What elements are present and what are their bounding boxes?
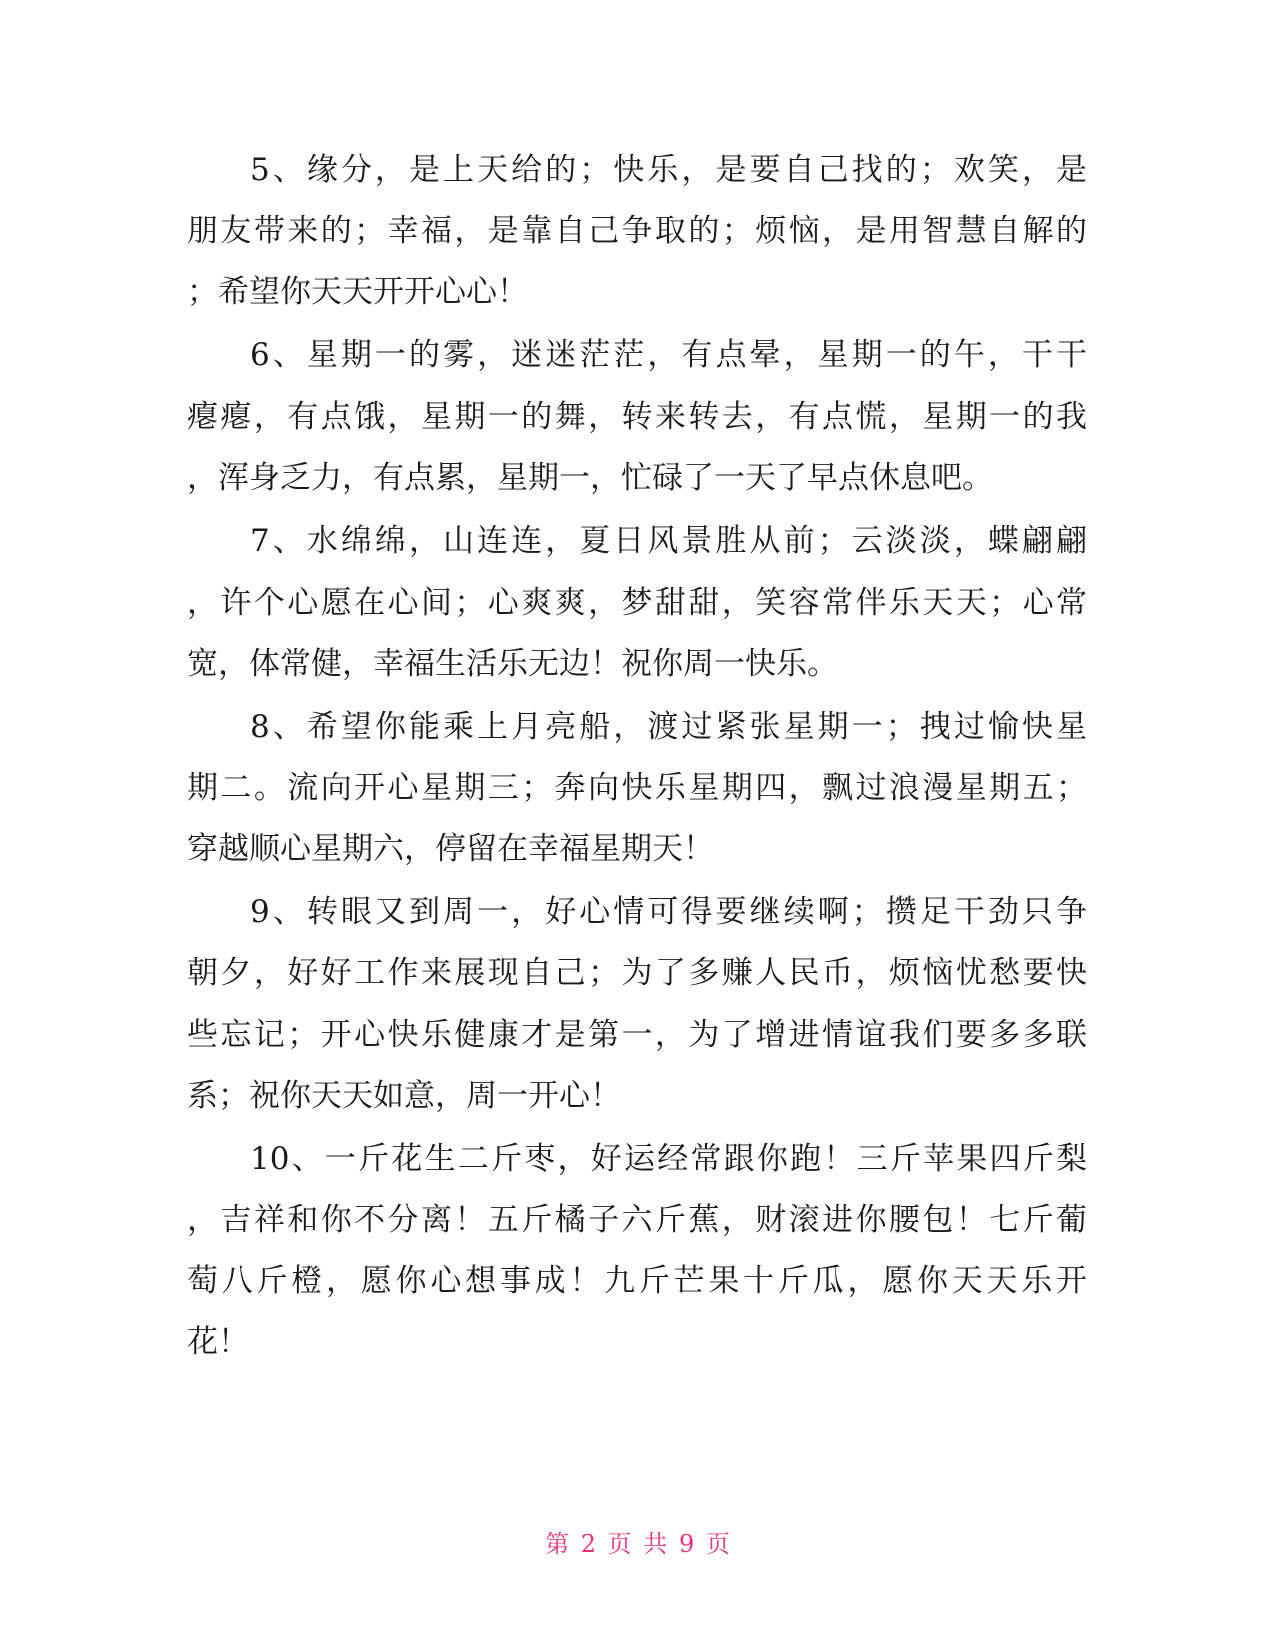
text-line: ，吉祥和你不分离！五斤橘子六斤蕉，财滚进你腰包！七斤葡 xyxy=(187,1202,1087,1238)
text-line: 穿越顺心星期六，停留在幸福星期天！ xyxy=(187,831,714,867)
text-line: 瘪瘪，有点饿，星期一的舞，转来转去，有点慌，星期一的我 xyxy=(187,399,1087,435)
text-line: 宽，体常健，幸福生活乐无边！祝你周一快乐。 xyxy=(187,646,838,682)
text-line: 些忘记；开心快乐健康才是第一，为了增进情谊我们要多多联 xyxy=(187,1017,1087,1053)
text-line: 朝夕，好好工作来展现自己；为了多赚人民币，烦恼忧愁要快 xyxy=(187,955,1087,991)
text-line: 5、缘分，是上天给的；快乐，是要自己找的；欢笑，是 xyxy=(250,152,1087,188)
text-line: 系；祝你天天如意，周一开心！ xyxy=(187,1078,621,1114)
text-line: 6、星期一的雾，迷迷茫茫，有点晕，星期一的午，干干 xyxy=(250,337,1087,373)
page-number-footer: 第 2 页 共 9 页 xyxy=(545,1530,730,1558)
text-line: ，浑身乏力，有点累，星期一，忙碌了一天了早点休息吧。 xyxy=(187,460,993,496)
text-line: 期二。流向开心星期三；奔向快乐星期四，飘过浪漫星期五； xyxy=(187,770,1087,806)
text-line: ，许个心愿在心间；心爽爽，梦甜甜，笑容常伴乐天天；心常 xyxy=(187,585,1087,621)
text-line: ；希望你天天开开心心！ xyxy=(187,274,528,310)
text-line: 萄八斤橙，愿你心想事成！九斤芒果十斤瓜，愿你天天乐开 xyxy=(187,1263,1087,1299)
text-line: 7、水绵绵，山连连，夏日风景胜从前；云淡淡，蝶翩翩 xyxy=(250,523,1087,559)
text-line: 10、一斤花生二斤枣，好运经常跟你跑！三斤苹果四斤梨 xyxy=(250,1141,1087,1177)
text-line: 9、转眼又到周一，好心情可得要继续啊；攒足干劲只争 xyxy=(250,894,1087,930)
text-line: 8、希望你能乘上月亮船，渡过紧张星期一；拽过愉快星 xyxy=(250,709,1087,745)
text-line: 花！ xyxy=(187,1324,249,1360)
text-line: 朋友带来的；幸福，是靠自己争取的；烦恼，是用智慧自解的 xyxy=(187,213,1087,249)
